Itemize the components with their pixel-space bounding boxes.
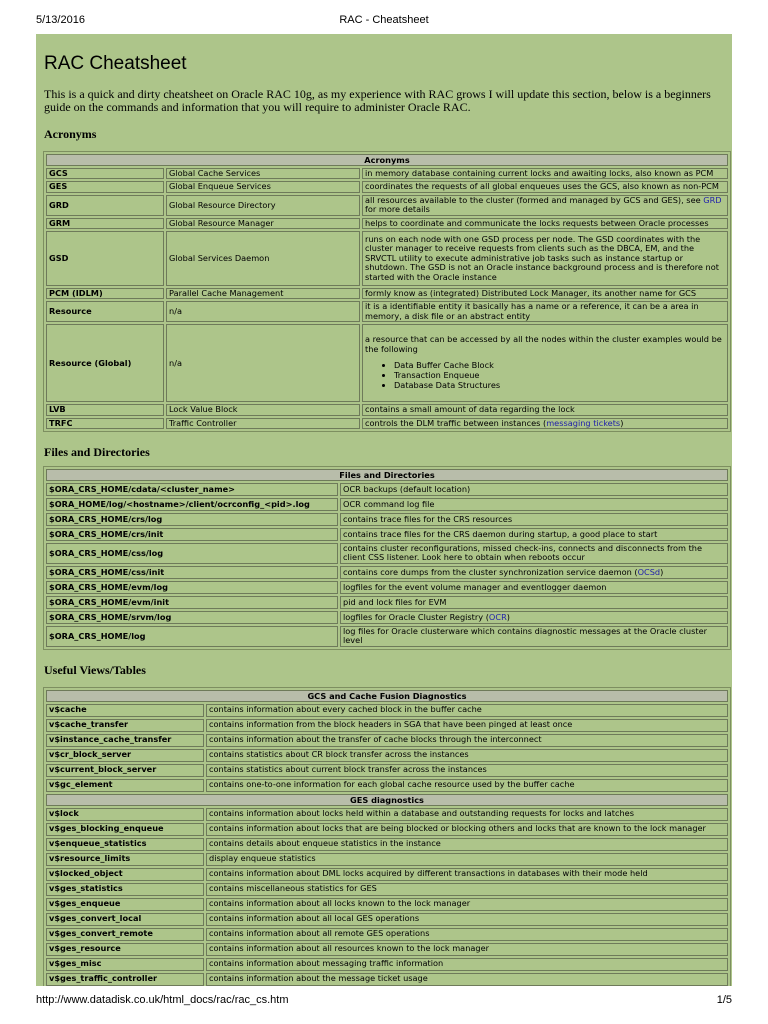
view-row xyxy=(46,898,728,911)
acronym-cell: PCM (IDLM) xyxy=(46,288,164,299)
description-text: runs on each node with one GSD process per node. The GSD coordinates with the cluster manager to receive requests from clients such as the DBCA, EM, and the SRVCTL utility to execute administrative job tasks such as instance startup or shutdown. The GSD is not an Oracle instance background process and is therefore not started with the Oracle instance xyxy=(365,234,719,282)
file-row xyxy=(46,581,728,594)
path-cell: $ORA_CRS_HOME/crs/init xyxy=(46,528,338,541)
description-text: formly know as (integrated) Distributed Lock Manager, its another name for GCS xyxy=(365,288,697,299)
bullet-item: • Transaction Enqueue xyxy=(394,370,725,380)
description-text: coordinates the requests of all global enqueues uses the GCS, also known as non-PCM xyxy=(365,181,719,192)
description-cell: contains information about locks held within a database and outstanding requests for locks and latches xyxy=(206,808,728,821)
description-text: contains cluster reconfigurations, missed check-ins, connects and disconnects from the client CSS listener. Look here to obtain when reboots occur xyxy=(343,543,703,563)
acronym-row xyxy=(46,195,728,216)
file-row xyxy=(46,566,728,579)
view-row xyxy=(46,913,728,926)
description-cell xyxy=(340,498,728,511)
full-name-cell: Global Services Daemon xyxy=(166,231,360,286)
view-row xyxy=(46,868,728,881)
description-cell xyxy=(362,168,728,179)
view-name-cell: v$ges_enqueue xyxy=(46,898,204,911)
description-cell xyxy=(362,231,728,286)
acronym-row xyxy=(46,231,728,286)
view-row xyxy=(46,943,728,956)
files-table xyxy=(43,466,731,650)
acronym-row xyxy=(46,301,728,322)
full-name-cell: Global Resource Directory xyxy=(166,195,360,216)
acronym-cell: Resource xyxy=(46,301,164,322)
description-text: log files for Oracle clusterware which contains diagnostic messages at the Oracle cluster level xyxy=(343,625,707,646)
description-text: in memory database containing current locks and awaiting locks, also known as PCM xyxy=(365,168,714,178)
description-cell xyxy=(340,528,728,541)
view-name-cell: v$ges_misc xyxy=(46,958,204,971)
acronym-cell: GRM xyxy=(46,218,164,229)
bullet-item: • Database Data Structures xyxy=(394,380,725,390)
section-header-row xyxy=(46,794,728,806)
acronym-row xyxy=(46,218,728,229)
description-cell: contains information from the block headers in SGA that have been pinged at least once xyxy=(206,719,728,732)
description-cell: contains information about all remote GES operations xyxy=(206,928,728,941)
file-row xyxy=(46,596,728,609)
view-name-cell: v$ges_traffic_controller xyxy=(46,973,204,986)
print-title: RAC - Cheatsheet xyxy=(339,14,429,26)
description-text: pid and lock files for EVM xyxy=(343,596,447,607)
section-title: GCS and Cache Fusion Diagnostics xyxy=(46,690,728,702)
view-name-cell: v$ges_convert_local xyxy=(46,913,204,926)
view-name-cell: v$resource_limits xyxy=(46,853,204,866)
description-text-after: ) xyxy=(660,566,664,577)
description-cell: contains information about all local GES operations xyxy=(206,913,728,926)
view-row xyxy=(46,808,728,821)
view-name-cell: v$ges_convert_remote xyxy=(46,928,204,941)
description-cell: contains information about messaging traffic information xyxy=(206,958,728,971)
description-text: OCR backups (default location) xyxy=(343,483,471,494)
view-name-cell: v$cr_block_server xyxy=(46,749,204,762)
file-row xyxy=(46,528,728,541)
full-name-cell: Lock Value Block xyxy=(166,404,360,415)
files-heading: Files and Directories xyxy=(44,445,150,460)
path-cell: $ORA_CRS_HOME/css/init xyxy=(46,566,338,579)
description-cell: contains one-to-one information for each global cache resource used by the buffer cache xyxy=(206,779,728,792)
path-cell: $ORA_CRS_HOME/crs/log xyxy=(46,513,338,526)
description-cell: contains details about enqueue statistics in the instance xyxy=(206,838,728,851)
description-text: controls the DLM traffic between instances ( xyxy=(365,417,547,428)
print-url: http://www.datadisk.co.uk/html_docs/rac/rac_cs.htm xyxy=(36,994,289,1006)
view-row xyxy=(46,823,728,836)
bullet-item: • Data Buffer Cache Block xyxy=(394,360,725,370)
print-date: 5/13/2016 xyxy=(36,14,85,26)
full-name-cell: Global Resource Manager xyxy=(166,218,360,229)
full-name-cell: n/a xyxy=(166,301,360,322)
files-table-title: Files and Directories xyxy=(46,469,728,481)
description-cell xyxy=(340,611,728,624)
view-row xyxy=(46,719,728,732)
description-cell xyxy=(340,483,728,496)
description-cell xyxy=(340,513,728,526)
description-text-after: ) xyxy=(620,417,624,428)
section-title: GES diagnostics xyxy=(46,794,728,806)
full-name-cell: n/a xyxy=(166,324,360,402)
acronyms-table-title: Acronyms xyxy=(46,154,728,166)
description-cell xyxy=(340,566,728,579)
path-cell: $ORA_CRS_HOME/css/log xyxy=(46,543,338,564)
description-cell xyxy=(362,324,728,402)
acronyms-heading: Acronyms xyxy=(44,127,97,141)
view-row xyxy=(46,883,728,896)
description-cell: contains information about the message ticket usage xyxy=(206,973,728,986)
view-row xyxy=(46,734,728,747)
doc-link[interactable]: OCR xyxy=(488,611,507,622)
full-name-cell: Global Enqueue Services xyxy=(166,181,360,192)
description-text: contains trace files for the CRS daemon during startup, a good place to start xyxy=(343,528,658,539)
acronym-row xyxy=(46,168,728,179)
full-name-cell: Global Cache Services xyxy=(166,168,360,179)
acronym-cell: TRFC xyxy=(46,418,164,429)
description-cell: contains statistics about current block transfer across the instances xyxy=(206,764,728,777)
full-name-cell: Parallel Cache Management xyxy=(166,288,360,299)
description-text-after: for more details xyxy=(365,204,430,215)
view-name-cell: v$ges_blocking_enqueue xyxy=(46,823,204,836)
description-cell xyxy=(362,195,728,216)
view-row xyxy=(46,853,728,866)
view-name-cell: v$current_block_server xyxy=(46,764,204,777)
description-text: helps to coordinate and communicate the locks requests between Oracle processes xyxy=(365,217,709,228)
bullet-list xyxy=(394,360,725,390)
description-cell: contains information about every cached block in the buffer cache xyxy=(206,704,728,717)
page-title: RAC Cheatsheet xyxy=(44,53,187,74)
view-name-cell: v$ges_statistics xyxy=(46,883,204,896)
view-name-cell: v$enqueue_statistics xyxy=(46,838,204,851)
description-cell xyxy=(362,404,728,415)
description-cell xyxy=(340,596,728,609)
description-cell xyxy=(362,181,728,192)
file-row xyxy=(46,498,728,511)
description-text-after: ) xyxy=(506,611,510,622)
view-name-cell: v$lock xyxy=(46,808,204,821)
file-row xyxy=(46,513,728,526)
views-heading: Useful Views/Tables xyxy=(44,662,146,677)
file-row xyxy=(46,611,728,624)
view-name-cell: v$ges_resource xyxy=(46,943,204,956)
doc-link[interactable]: OCSd xyxy=(637,566,661,577)
view-row xyxy=(46,764,728,777)
description-text: it is a identifiable entity it basically has a name or a reference, it can be a area in memory, a disk file or an abstract entity xyxy=(365,301,699,321)
description-text: contains trace files for the CRS resources xyxy=(343,513,513,524)
acronym-row xyxy=(46,288,728,299)
page-content xyxy=(36,34,732,986)
view-name-cell: v$gc_element xyxy=(46,779,204,792)
path-cell: $ORA_CRS_HOME/log xyxy=(46,626,338,647)
acronym-row xyxy=(46,324,728,402)
description-text: contains a small amount of data regarding the lock xyxy=(365,404,575,415)
description-text: all resources available to the cluster (formed and managed by GCS and GES), see xyxy=(365,194,701,205)
description-text: contains core dumps from the cluster synchronization service daemon ( xyxy=(343,566,638,577)
view-row xyxy=(46,973,728,986)
description-cell: contains information about DML locks acquired by different transactions in databases with their mode held xyxy=(206,868,728,881)
description-cell: contains statistics about CR block transfer across the instances xyxy=(206,749,728,762)
description-cell xyxy=(340,543,728,564)
description-cell xyxy=(340,626,728,647)
view-row xyxy=(46,749,728,762)
print-header xyxy=(36,14,732,28)
description-text: logfiles for the event volume manager and eventlogger daemon xyxy=(343,581,607,592)
view-row xyxy=(46,779,728,792)
file-row xyxy=(46,626,728,647)
view-row xyxy=(46,704,728,717)
path-cell: $ORA_CRS_HOME/srvm/log xyxy=(46,611,338,624)
path-cell: $ORA_HOME/log/<hostname>/client/ocrconfig_<pid>.log xyxy=(46,498,338,511)
acronym-cell: LVB xyxy=(46,404,164,415)
description-cell: contains information about locks that are being blocked or blocking others and locks that are known to the lock manager xyxy=(206,823,728,836)
print-footer xyxy=(36,994,732,1008)
acronym-row xyxy=(46,418,728,429)
acronym-row xyxy=(46,404,728,415)
acronym-cell: GES xyxy=(46,181,164,192)
intro-paragraph: This is a quick and dirty cheatsheet on Oracle RAC 10g, as my experience with RAC grows I will update this section, below is a beginners guide on the commands and information that you will require to administer Oracle RAC. xyxy=(44,87,711,114)
description-cell xyxy=(362,301,728,322)
description-cell: contains information about the transfer of cache blocks through the interconnect xyxy=(206,734,728,747)
acronym-cell: GRD xyxy=(46,195,164,216)
description-cell xyxy=(362,418,728,429)
view-row xyxy=(46,958,728,971)
doc-link[interactable]: GRD xyxy=(703,194,722,205)
view-name-cell: v$locked_object xyxy=(46,868,204,881)
view-name-cell: v$cache_transfer xyxy=(46,719,204,732)
path-cell: $ORA_CRS_HOME/evm/init xyxy=(46,596,338,609)
views-table xyxy=(43,687,731,986)
view-row xyxy=(46,928,728,941)
description-cell xyxy=(340,581,728,594)
acronym-cell: GCS xyxy=(46,168,164,179)
description-cell: contains information about all resources known to the lock manager xyxy=(206,943,728,956)
description-text: OCR command log file xyxy=(343,498,435,509)
description-text: logfiles for Oracle Cluster Registry ( xyxy=(343,611,489,622)
doc-link[interactable]: messaging tickets xyxy=(546,417,621,428)
acronym-row xyxy=(46,181,728,192)
description-cell: display enqueue statistics xyxy=(206,853,728,866)
section-header-row xyxy=(46,690,728,702)
print-page-number: 1/5 xyxy=(716,994,732,1006)
description-text: a resource that can be accessed by all the nodes within the cluster examples would be the following xyxy=(365,334,722,354)
path-cell: $ORA_CRS_HOME/cdata/<cluster_name> xyxy=(46,483,338,496)
description-cell xyxy=(362,288,728,299)
acronyms-table xyxy=(43,151,731,432)
view-name-cell: v$instance_cache_transfer xyxy=(46,734,204,747)
acronym-cell: Resource (Global) xyxy=(46,324,164,402)
view-name-cell: v$cache xyxy=(46,704,204,717)
description-cell xyxy=(362,218,728,229)
acronym-cell: GSD xyxy=(46,231,164,286)
path-cell: $ORA_CRS_HOME/evm/log xyxy=(46,581,338,594)
view-row xyxy=(46,838,728,851)
file-row xyxy=(46,543,728,564)
file-row xyxy=(46,483,728,496)
full-name-cell: Traffic Controller xyxy=(166,418,360,429)
description-cell: contains miscellaneous statistics for GES xyxy=(206,883,728,896)
description-cell: contains information about all locks known to the lock manager xyxy=(206,898,728,911)
